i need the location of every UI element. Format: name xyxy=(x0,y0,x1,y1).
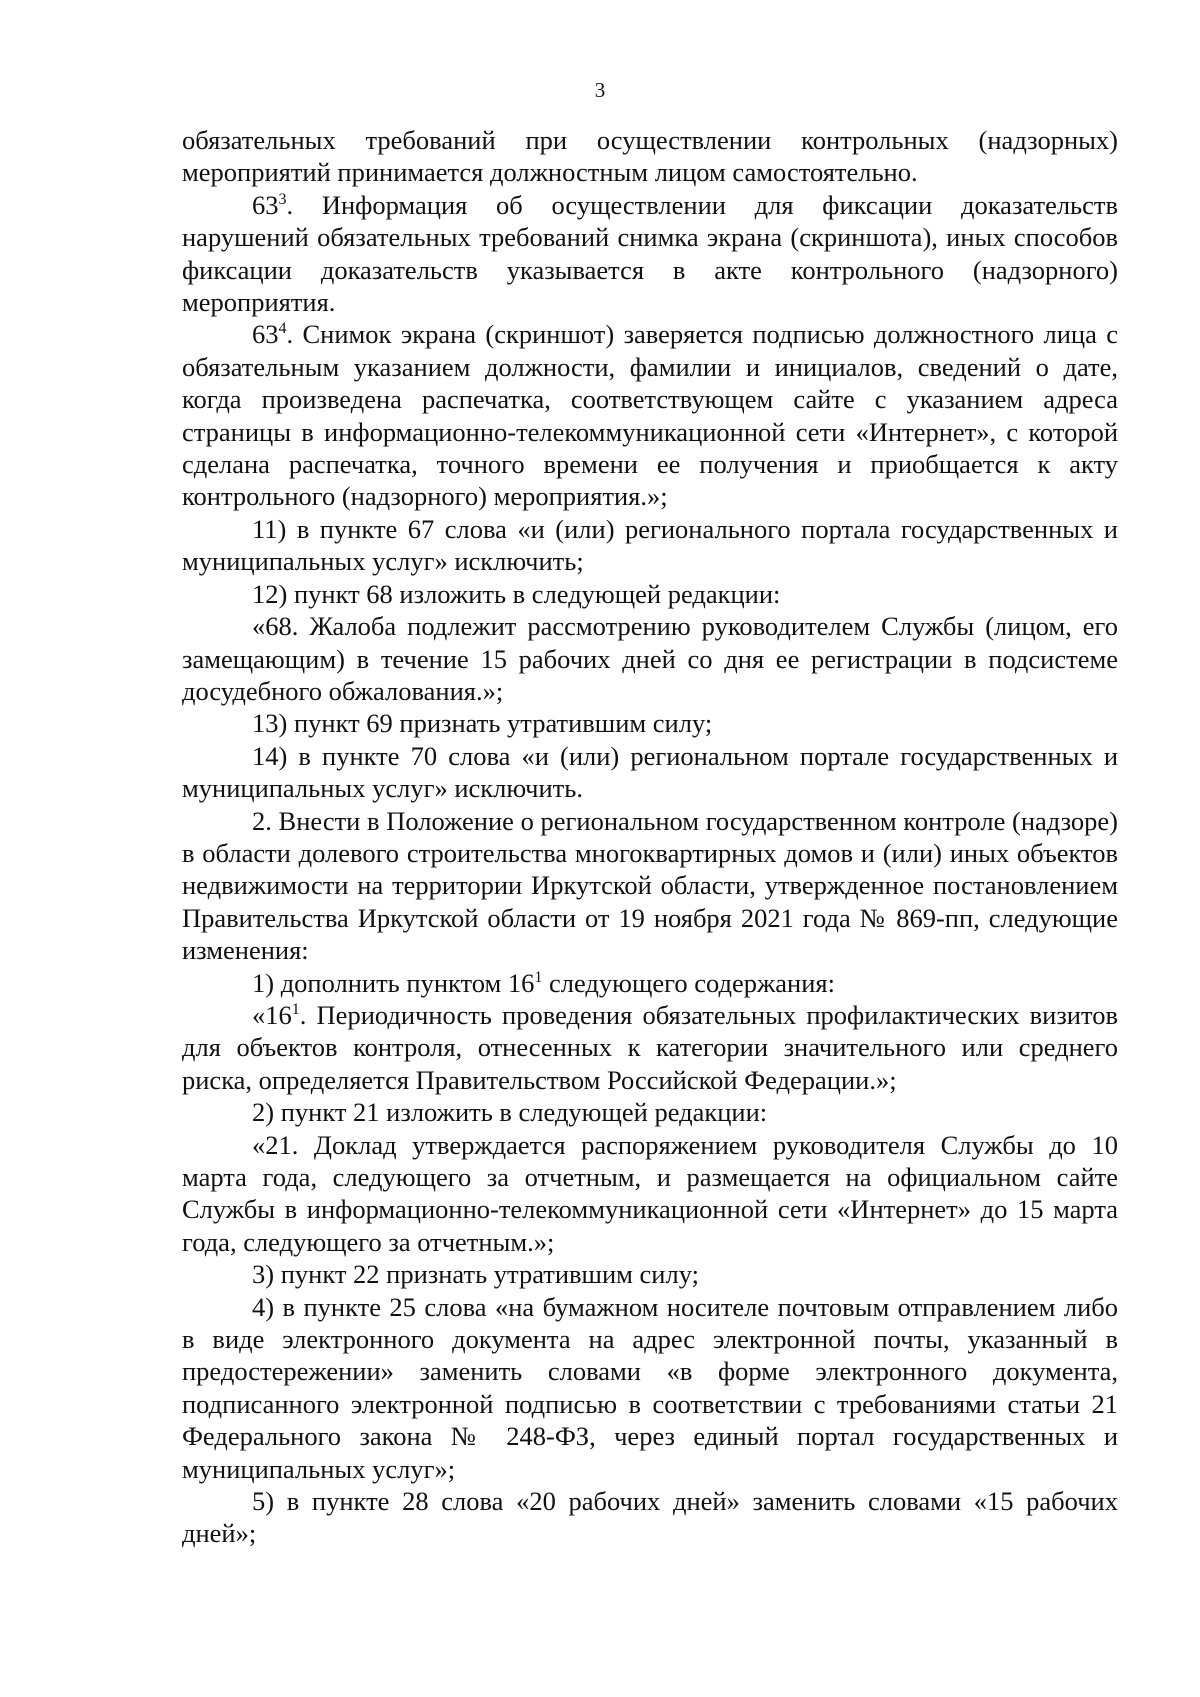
paragraph xyxy=(182,707,1118,739)
superscript: 1 xyxy=(291,1001,300,1019)
paragraph-text: 5) в пункте 28 слова «20 рабочих дней» заменить словами «15 рабочих дней»; xyxy=(182,1486,1118,1549)
paragraph-text: 12) пункт 68 изложить в следующей редакции: xyxy=(252,578,781,609)
paragraph xyxy=(182,513,1118,578)
paragraph-text: 2) пункт 21 изложить в следующей редакции: xyxy=(252,1097,768,1128)
paragraph xyxy=(182,610,1118,707)
paragraph xyxy=(182,124,1118,189)
paragraph-text: следующего содержания: xyxy=(542,967,835,998)
paragraph-text: «16 xyxy=(252,999,292,1030)
paragraph xyxy=(182,740,1118,805)
superscript: 1 xyxy=(534,968,543,986)
page-number: 3 xyxy=(594,78,606,102)
paragraph-text: 14) в пункте 70 слова «и (или) региональном портале государственных и муниципальных услуг» исключить. xyxy=(182,740,1118,804)
paragraph-text: 13) пункт 69 признать утратившим силу; xyxy=(252,708,713,739)
paragraph-text: 63 xyxy=(252,189,279,220)
paragraph xyxy=(182,1258,1118,1290)
paragraph xyxy=(182,1485,1118,1550)
paragraph-text: 1) дополнить пунктом 16 xyxy=(252,967,535,998)
paragraph-text: 2. Внести в Положение о региональном государственном контроле (надзоре) в области долевого строительства многоквартирных домов и (или) иных объектов недвижимости на территории Иркутской области, утвержденное постановлением Правительства Иркутской области от 19 ноября 2021 года № 869-пп, следующие изменения: xyxy=(182,805,1118,966)
paragraph xyxy=(182,805,1118,967)
document-body xyxy=(182,124,1118,1550)
paragraph-text: 4) в пункте 25 слова «на бумажном носителе почтовым отправлением либо в виде электронного документа на адрес электронной почты, указанный в предостережении» заменить словами «в форме электронного документа, подписанного электронной подписью в соответствии с требованиями статьи 21 Федерального закона № 248-ФЗ, через единый портал государственных и муниципальных услуг»; xyxy=(182,1291,1118,1484)
paragraph-text: . Периодичность проведения обязательных профилактических визитов для объектов контроля, отнесенных к категории значительного или среднего риска, определяется Правительством Российской Федерации.»; xyxy=(182,999,1118,1095)
paragraph-text: . Снимок экрана (скриншот) заверяется подписью должностного лица с обязательным указанием должности, фамилии и инициалов, сведений о дате, когда произведена распечатка, соответствующем сайте с указанием адреса страницы в информационно-телекоммуникационной сети «Интернет», с которой сделана распечатка, точного времени ее получения и приобщается к акту контрольного (надзорного) мероприятия.»; xyxy=(182,319,1118,512)
paragraph-text: «68. Жалоба подлежит рассмотрению руководителем Службы (лицом, его замещающим) в течение 15 рабочих дней со дня ее регистрации в подсистеме досудебного обжалования.»; xyxy=(182,611,1118,706)
paragraph-text: . Информация об осуществлении для фиксации доказательств нарушений обязательных требований снимка экрана (скриншота), иных способов фиксации доказательств указывается в акте контрольного (надзорного) мероприятия. xyxy=(182,189,1118,318)
paragraph xyxy=(182,999,1118,1096)
paragraph xyxy=(182,318,1118,512)
paragraph xyxy=(182,1096,1118,1128)
paragraph-text: «21. Доклад утверждается распоряжением руководителя Службы до 10 марта года, следующего за отчетным, и размещается на официальном сайте Службы в информационно-телекоммуникационной сети «Интернет» до 15 марта года, следующего за отчетным.»; xyxy=(182,1129,1118,1257)
paragraph xyxy=(182,967,1118,999)
paragraph xyxy=(182,1291,1118,1485)
paragraph-text: 11) в пункте 67 слова «и (или) регионального портала государственных и муниципальных услуг» исключить; xyxy=(182,513,1118,577)
paragraph xyxy=(182,578,1118,610)
superscript: 3 xyxy=(278,190,287,208)
paragraph-text: 63 xyxy=(252,319,279,350)
superscript: 4 xyxy=(278,320,287,338)
paragraph xyxy=(182,1129,1118,1259)
paragraph-text: 3) пункт 22 признать утратившим силу; xyxy=(252,1259,699,1290)
paragraph-text: обязательных требований при осуществлении контрольных (надзорных) мероприятий принимается должностным лицом самостоятельно. xyxy=(182,125,1118,188)
paragraph xyxy=(182,189,1118,319)
